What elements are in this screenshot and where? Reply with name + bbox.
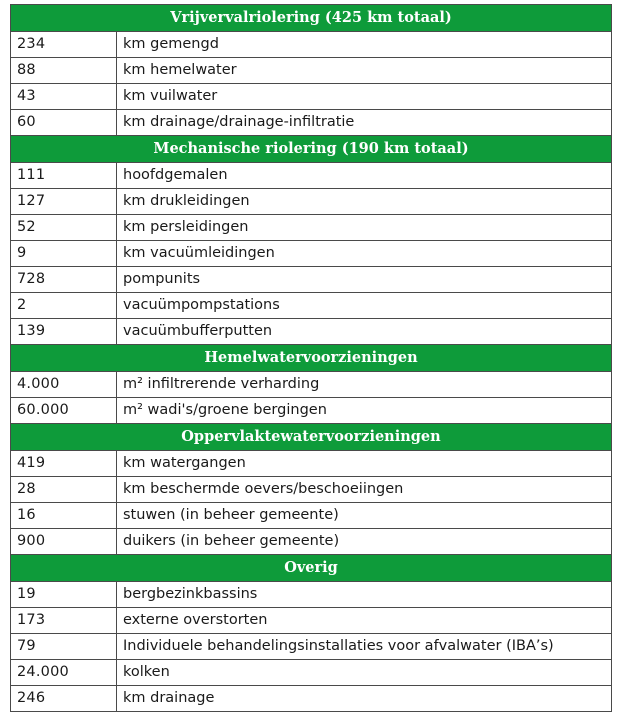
- description-cell: km beschermde oevers/beschoeiingen: [117, 477, 612, 503]
- quantity-cell: 43: [11, 84, 117, 110]
- description-cell: km persleidingen: [117, 215, 612, 241]
- description-cell: stuwen (in beheer gemeente): [117, 503, 612, 529]
- table-row: [11, 582, 612, 608]
- quantity-cell: 127: [11, 189, 117, 215]
- section-header-row: [11, 424, 612, 451]
- quantity-cell: 111: [11, 163, 117, 189]
- table-row: [11, 477, 612, 503]
- table-row: [11, 84, 612, 110]
- quantity-cell: 900: [11, 529, 117, 555]
- description-cell: km vacuümleidingen: [117, 241, 612, 267]
- description-cell: externe overstorten: [117, 608, 612, 634]
- quantity-cell: 234: [11, 32, 117, 58]
- table-row: [11, 189, 612, 215]
- section-title: Mechanische riolering (190 km totaal): [11, 136, 612, 163]
- table-row: [11, 215, 612, 241]
- description-cell: km drainage: [117, 686, 612, 712]
- table-row: [11, 163, 612, 189]
- quantity-cell: 4.000: [11, 372, 117, 398]
- section-title: Vrijvervalriolering (425 km totaal): [11, 5, 612, 32]
- description-cell: Individuele behandelingsinstallaties voor afvalwater (IBA’s): [117, 634, 612, 660]
- table-row: [11, 686, 612, 712]
- table-row: [11, 660, 612, 686]
- table-row: [11, 608, 612, 634]
- quantity-cell: 79: [11, 634, 117, 660]
- section-title: Oppervlaktewatervoorzieningen: [11, 424, 612, 451]
- quantity-cell: 60: [11, 110, 117, 136]
- quantity-cell: 19: [11, 582, 117, 608]
- section-title: Hemelwatervoorzieningen: [11, 345, 612, 372]
- description-cell: hoofdgemalen: [117, 163, 612, 189]
- table-row: [11, 58, 612, 84]
- table-row: [11, 32, 612, 58]
- description-cell: km drainage/drainage-infiltratie: [117, 110, 612, 136]
- quantity-cell: 52: [11, 215, 117, 241]
- table-row: [11, 634, 612, 660]
- quantity-cell: 419: [11, 451, 117, 477]
- description-cell: km hemelwater: [117, 58, 612, 84]
- description-cell: pompunits: [117, 267, 612, 293]
- table-row: [11, 267, 612, 293]
- table-row: [11, 319, 612, 345]
- table-row: [11, 529, 612, 555]
- description-cell: bergbezinkbassins: [117, 582, 612, 608]
- description-cell: kolken: [117, 660, 612, 686]
- table-row: [11, 372, 612, 398]
- description-cell: km gemengd: [117, 32, 612, 58]
- table-row: [11, 398, 612, 424]
- description-cell: km watergangen: [117, 451, 612, 477]
- inventory-table: [10, 4, 612, 712]
- section-header-row: [11, 555, 612, 582]
- quantity-cell: 28: [11, 477, 117, 503]
- table-row: [11, 241, 612, 267]
- description-cell: m² wadi's/groene bergingen: [117, 398, 612, 424]
- description-cell: m² infiltrerende verharding: [117, 372, 612, 398]
- table-row: [11, 293, 612, 319]
- section-header-row: [11, 345, 612, 372]
- section-title: Overig: [11, 555, 612, 582]
- description-cell: vacuümbufferputten: [117, 319, 612, 345]
- quantity-cell: 2: [11, 293, 117, 319]
- table-row: [11, 451, 612, 477]
- quantity-cell: 173: [11, 608, 117, 634]
- inventory-table-body: [11, 5, 612, 712]
- section-header-row: [11, 5, 612, 32]
- quantity-cell: 60.000: [11, 398, 117, 424]
- quantity-cell: 9: [11, 241, 117, 267]
- table-row: [11, 503, 612, 529]
- description-cell: vacuümpompstations: [117, 293, 612, 319]
- quantity-cell: 88: [11, 58, 117, 84]
- table-row: [11, 110, 612, 136]
- description-cell: km drukleidingen: [117, 189, 612, 215]
- section-header-row: [11, 136, 612, 163]
- quantity-cell: 139: [11, 319, 117, 345]
- quantity-cell: 24.000: [11, 660, 117, 686]
- description-cell: km vuilwater: [117, 84, 612, 110]
- quantity-cell: 246: [11, 686, 117, 712]
- quantity-cell: 728: [11, 267, 117, 293]
- description-cell: duikers (in beheer gemeente): [117, 529, 612, 555]
- quantity-cell: 16: [11, 503, 117, 529]
